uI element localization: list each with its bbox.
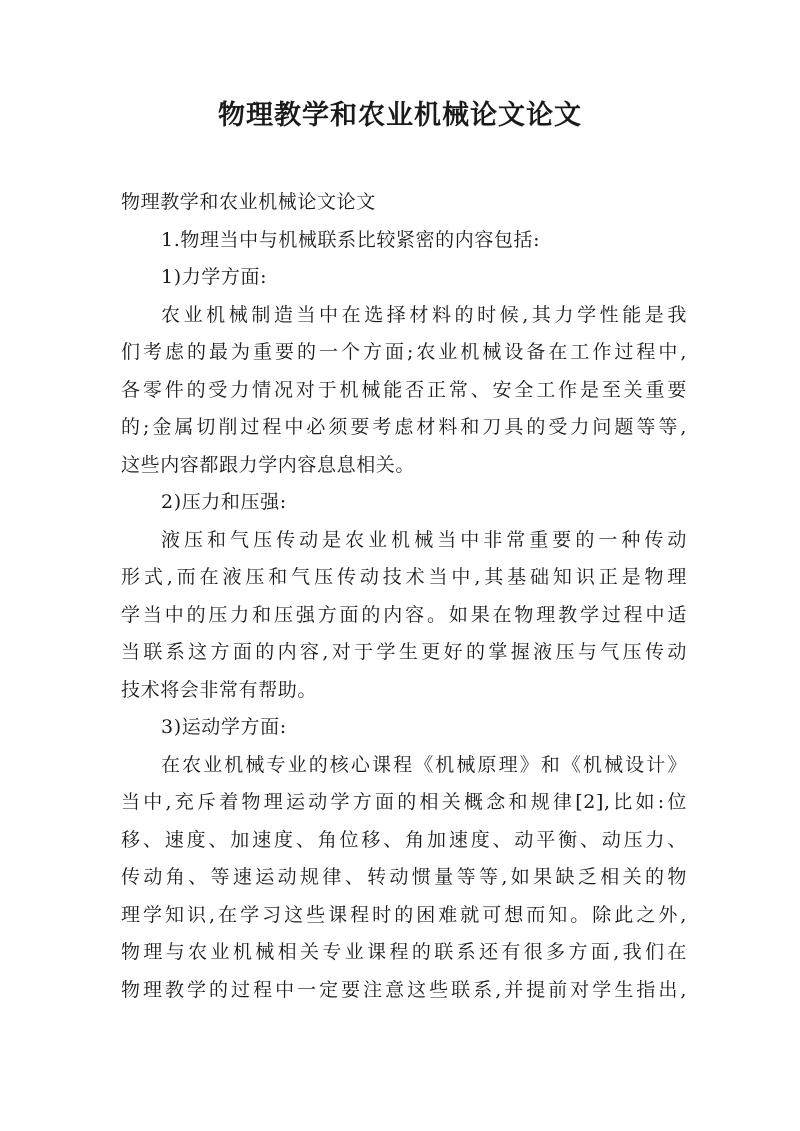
text-line: 的;金属切削过程中必须要考虑材料和刀具的受力问题等等,: [121, 416, 687, 438]
document-body: [121, 184, 687, 1009]
text-line: 在农业机械专业的核心课程《机械原理》和《机械设计》: [161, 753, 687, 776]
text-line: 这些内容都跟力学内容息息相关。: [121, 453, 416, 476]
text-line: 1.物理当中与机械联系比较紧密的内容包括:: [161, 228, 541, 251]
text-line: 当中,充斥着物理运动学方面的相关概念和规律[2],比如:位: [121, 791, 687, 813]
text-line: 移、速度、加速度、角位移、角加速度、动平衡、动压力、: [121, 828, 687, 851]
text-line: 们考虑的最为重要的一个方面;农业机械设备在工作过程中,: [121, 341, 687, 363]
text-line: 传动角、等速运动规律、转动惯量等等,如果缺乏相关的物: [121, 866, 687, 888]
text-line: 各零件的受力情况对于机械能否正常、安全工作是至关重要: [121, 378, 687, 401]
text-line: 形式,而在液压和气压传动技术当中,其基础知识正是物理: [121, 566, 687, 588]
text-line: 理学知识,在学习这些课程时的困难就可想而知。除此之外,: [121, 903, 687, 926]
text-line: 1)力学方面:: [161, 266, 268, 288]
text-line: 物理教学的过程中一定要注意这些联系,并提前对学生指出,: [121, 978, 687, 1001]
text-line: 当联系这方面的内容,对于学生更好的掌握液压与气压传动: [121, 641, 687, 663]
text-line: 液压和气压传动是农业机械当中非常重要的一种传动: [161, 528, 687, 551]
text-line: 技术将会非常有帮助。: [121, 678, 318, 701]
text-line: 3)运动学方面:: [161, 716, 287, 738]
text-line: 农业机械制造当中在选择材料的时候,其力学性能是我: [161, 303, 687, 326]
text-line: 物理与农业机械相关专业课程的联系还有很多方面,我们在: [121, 941, 687, 963]
text-line: 2)压力和压强:: [161, 491, 287, 513]
text-line: 学当中的压力和压强方面的内容。如果在物理教学过程中适: [121, 603, 687, 626]
text-line: 物理教学和农业机械论文论文: [121, 191, 376, 213]
page-title: 物理教学和农业机械论文论文: [218, 100, 582, 131]
